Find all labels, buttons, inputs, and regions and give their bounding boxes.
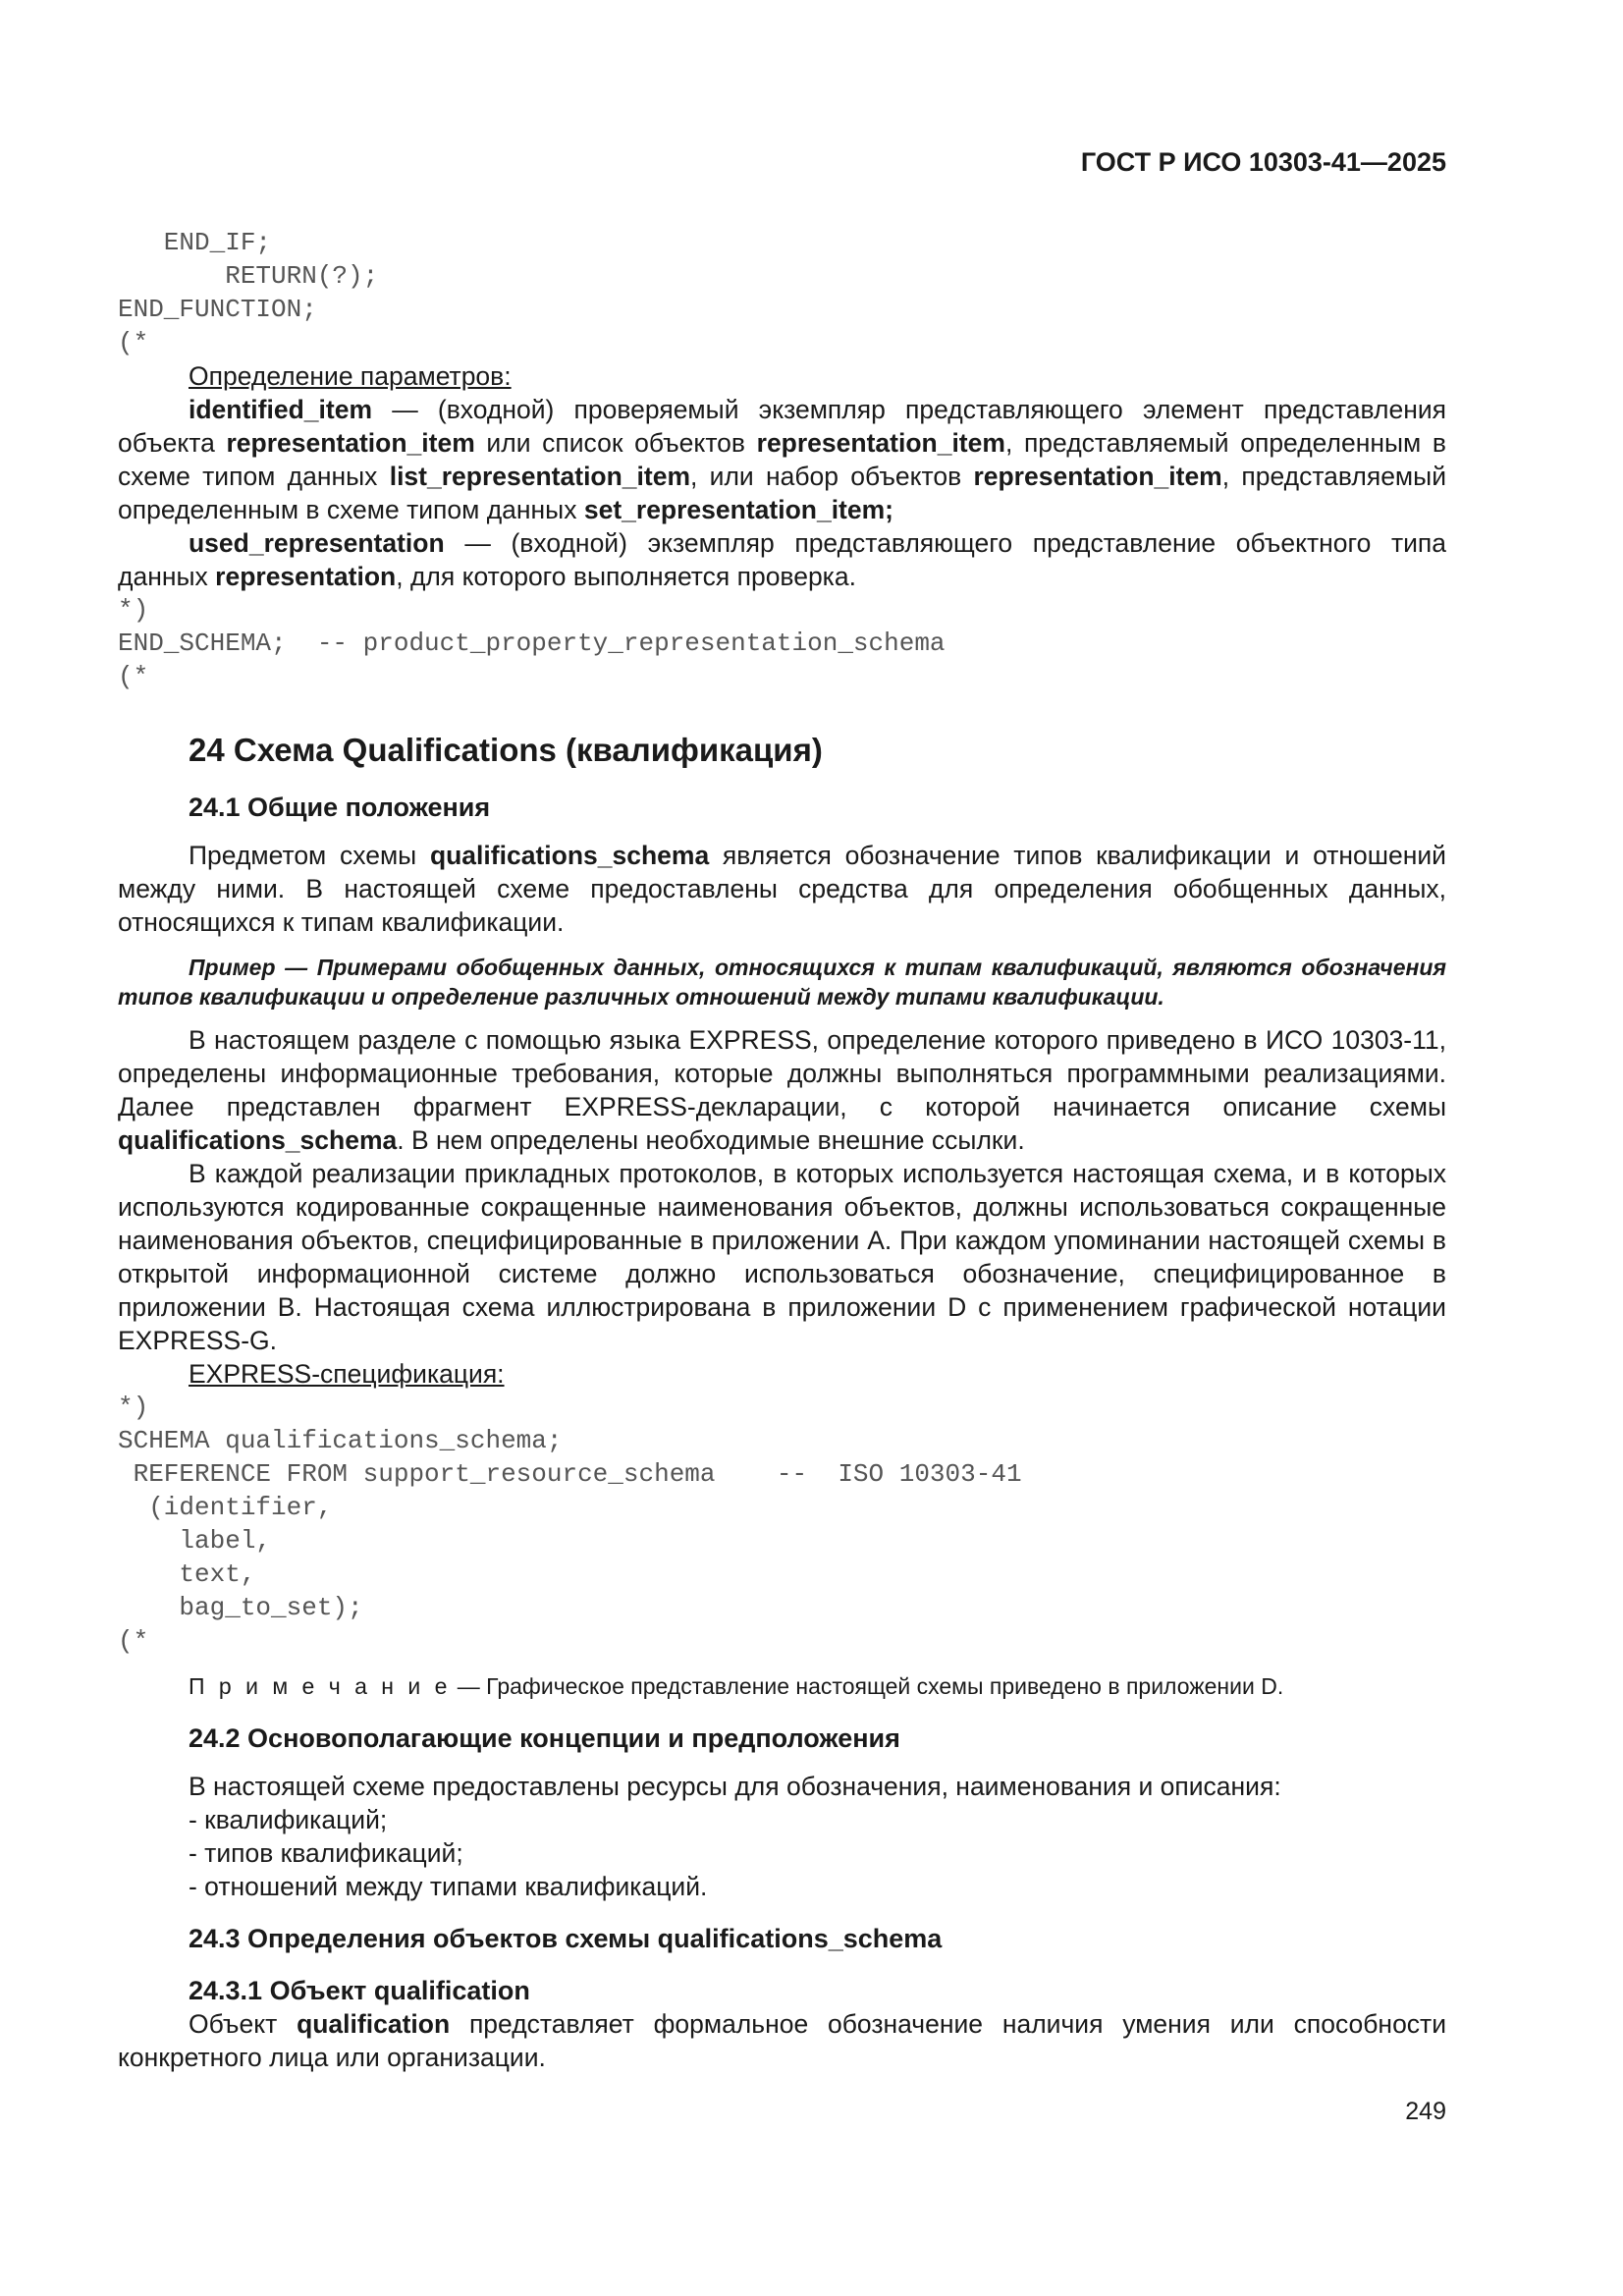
note-label: П р и м е ч а н и е: [189, 1673, 452, 1699]
list-item: - квалификаций;: [189, 1805, 388, 1834]
term: identified_item: [189, 395, 373, 424]
note: [189, 1669, 1446, 1703]
paragraph-subject: Предметом схемы qualifications_schema является обозначение типов квалификации и отношений между ними. В настоящей схеме предоставлены средства для определения обобщенных данных, относящихся к типам квалификации.: [118, 841, 1446, 937]
subsection-title-24-1: 24.1 Общие положения: [189, 793, 491, 822]
example-text: Пример — Примерами обобщенных данных, относящихся к типам квалификаций, являются обозначения типов квалификации и определение различных отношений между типами квалификации.: [118, 955, 1446, 1010]
concepts-intro: В настоящей схеме предоставлены ресурсы для обозначения, наименования и описания:: [189, 1772, 1281, 1801]
code-block-function-end: END_IF; RETURN(?); END_FUNCTION; (*: [118, 228, 379, 357]
code-block-end-schema: *) END_SCHEMA; -- product_property_representation_schema (*: [118, 595, 946, 691]
page-content: [118, 226, 1446, 2074]
subsection-title-24-3-1: 24.3.1 Объект qualification: [189, 1976, 530, 2005]
note-text: — Графическое представление настоящей схемы приведено в приложении D.: [451, 1673, 1284, 1699]
code-block-schema: *) SCHEMA qualifications_schema; REFERENCE FROM support_resource_schema -- ISO 10303-41 (identifier, label, text, bag_to_set); (*: [118, 1393, 1022, 1656]
express-spec-label: EXPRESS-спецификация:: [189, 1359, 505, 1389]
concepts-list: [189, 1770, 1446, 1903]
page-header: ГОСТ Р ИСО 10303-41—2025: [1080, 147, 1446, 177]
parameters-label: Определение параметров:: [189, 361, 512, 391]
section-title: 24 Схема Qualifications (квалификация): [189, 732, 823, 768]
page-number: 249: [1405, 2098, 1446, 2125]
paragraph-qualification: Объект qualification представляет формальное обозначение наличия умения или способности конкретного лица или организации.: [118, 2009, 1446, 2072]
list-item: - отношений между типами квалификаций.: [189, 1872, 708, 1901]
subsection-title-24-3: 24.3 Определения объектов схемы qualifications_schema: [189, 1924, 943, 1953]
paragraph-implementation: В каждой реализации прикладных протоколов, в которых используется настоящая схема, и в которых используются кодированные сокращенные наименования объектов, должны использоваться сокращенные наименования объектов, специфицированные в приложении A. При каждом упоминании настоящей схемы в открытой информационной системе должно использоваться обозначение, специфицированное в приложении B. Настоящая схема иллюстрирована в приложении D с применением графической нотации EXPRESS-G.: [118, 1159, 1446, 1355]
parameter-used-representation: used_representation — (входной) экземпляр представляющего представление объектного типа данных representation, для которого выполняется проверка.: [118, 528, 1446, 591]
parameter-identified-item: identified_item — (входной) проверяемый экземпляр представляющего элемент представления объекта representation_item или список объектов representation_item, представляемый определенным в схеме типом данных list_representation_item, или набор объектов representation_item, представляемый определенным в схеме типом данных set_representation_item;: [118, 395, 1446, 524]
subsection-title-24-2: 24.2 Основополагающие концепции и предположения: [189, 1723, 900, 1753]
term: used_representation: [189, 528, 445, 558]
list-item: - типов квалификаций;: [189, 1838, 463, 1868]
paragraph-express: В настоящем разделе с помощью языка EXPRESS, определение которого приведено в ИСО 10303-11, определены информационные требования, которые должны выполняться программными реализациями. Далее представлен фрагмент EXPRESS-декларации, с которой начинается описание схемы qualifications_schema. В нем определены необходимые внешние ссылки.: [118, 1025, 1446, 1155]
